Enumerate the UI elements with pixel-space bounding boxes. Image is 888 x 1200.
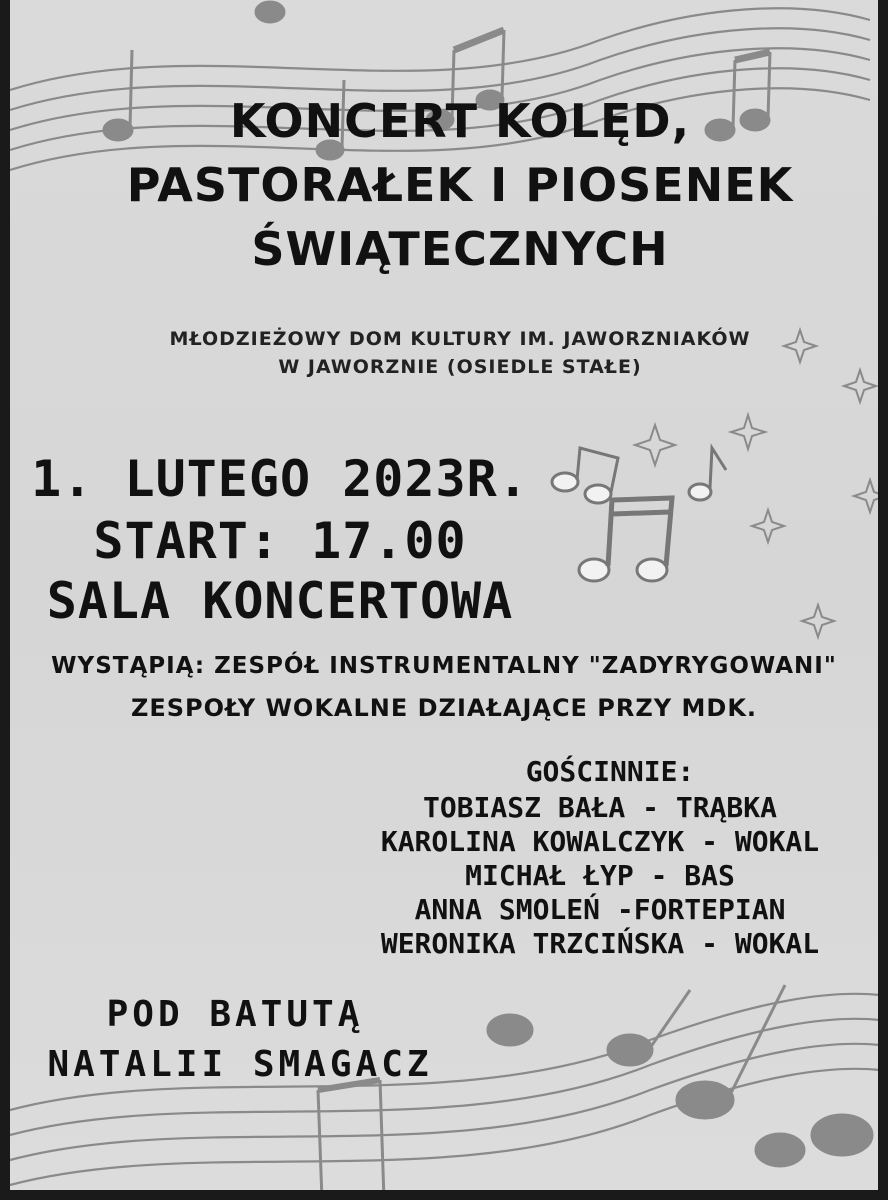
- bottom-border: [0, 1190, 888, 1200]
- guest-item: ANNA SMOLEŃ -FORTEPIAN: [414, 893, 786, 926]
- venue-name: MŁODZIEŻOWY DOM KULTURY IM. JAWORZNIAKÓW: [169, 328, 751, 350]
- venue-location: W JAWORZNIE (OSIEDLE STAŁE): [278, 356, 642, 378]
- event-date: 1. LUTEGO 2023R.: [31, 450, 529, 508]
- poster-title-line-2: PASTORAŁEK I PIOSENEK: [126, 158, 794, 212]
- guest-item: WERONIKA TRZCIŃSKA - WOKAL: [380, 927, 820, 960]
- guest-item: TOBIASZ BAŁA - TRĄBKA: [422, 791, 777, 824]
- guest-item: KAROLINA KOWALCZYK - WOKAL: [380, 825, 820, 858]
- conductor-line-2: NATALII SMAGACZ: [47, 1044, 433, 1085]
- music-note-icon: [552, 448, 726, 581]
- conductor-line-1: POD BATUTĄ: [106, 994, 364, 1035]
- poster-title-line-1: KONCERT KOLĘD,: [229, 94, 691, 148]
- event-hall: SALA KONCERTOWA: [46, 572, 514, 630]
- guests-heading: GOŚCINNIE:: [525, 755, 695, 788]
- guest-item: MICHAŁ ŁYP - BAS: [465, 859, 735, 892]
- right-border: [878, 0, 888, 1200]
- poster-title-line-3: ŚWIĄTECZNYCH: [251, 222, 669, 276]
- performers-line-2: ZESPOŁY WOKALNE DZIAŁAJĄCE PRZY MDK.: [130, 694, 758, 722]
- performers-line-1: WYSTĄPIĄ: ZESPÓŁ INSTRUMENTALNY "ZADYRYGOWANI": [51, 653, 837, 679]
- event-start-time: START: 17.00: [93, 512, 467, 570]
